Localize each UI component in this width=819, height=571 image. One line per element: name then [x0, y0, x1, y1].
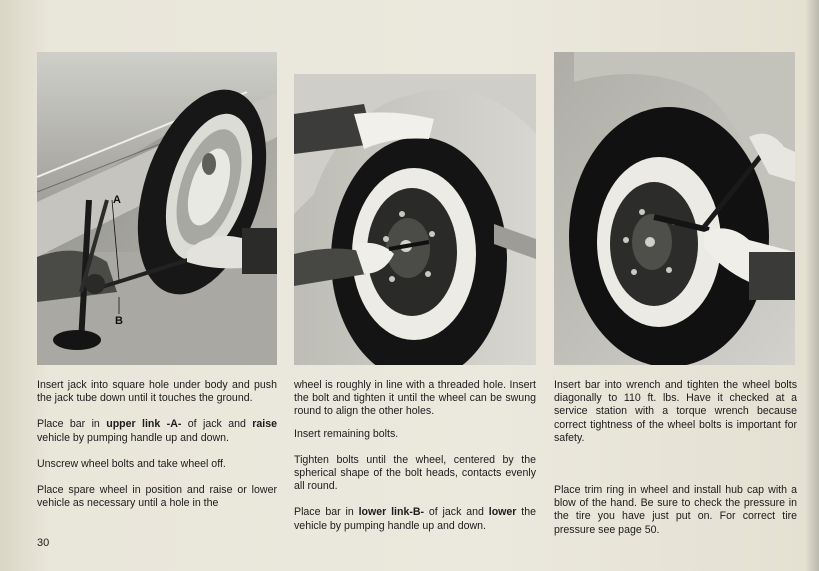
col2-para-3: Tighten bolts until the wheel, centered by the spherical shape of the bolt heads, contacts evenly all round. [294, 453, 536, 493]
photo-tightening-bolts [554, 52, 795, 365]
col3-para-2: Place trim ring in wheel and install hub cap with a blow of the hand. Be sure to check the pressure in the tire you have just put on. For correct tire pressure see page 50. [554, 484, 797, 536]
page-gutter-shadow [805, 0, 819, 571]
label-A: A [113, 194, 121, 206]
col2-para-1: wheel is roughly in line with a threaded hole. Insert the bolt and tighten it until the wheel can be swung round to align the other holes. [294, 379, 536, 418]
jack-photo-illustration [37, 52, 277, 365]
col2-para-4: Place bar in lower link-B- of jack and lower the vehicle by pumping handle up and down. [294, 506, 537, 532]
upper-link-term: upper link -A- [106, 418, 182, 431]
text-column-1 [37, 379, 277, 510]
col2-para-2: Insert remaining bolts. [294, 427, 399, 440]
col3-para-1: Insert bar into wrench and tighten the wheel bolts diagonally to 110 ft. lbs. Have it checked at a service station with a torque wrench because correct tightness of the wheel bolts is important for safety. [554, 379, 797, 444]
col1-para-3: Unscrew wheel bolts and take wheel off. [37, 457, 226, 470]
col1-para-4: Place spare wheel in position and raise or lower vehicle as necessary until a hole in the [37, 484, 277, 510]
lower-link-term: lower link-B- [358, 506, 425, 519]
text-column-2 [294, 379, 536, 533]
col1-para-2: Place bar in upper link -A- of jack and raise vehicle by pumping handle up and down. [37, 418, 278, 444]
text-column-3 [554, 379, 797, 537]
photo-jack-under-car [37, 52, 277, 365]
photo-mounting-wheel [294, 74, 536, 365]
raise-term: raise [252, 418, 278, 431]
label-B: B [115, 315, 123, 327]
page-number: 30 [37, 537, 50, 549]
col1-para-1: Insert jack into square hole under body and push the jack tube down until it touches the ground. [37, 379, 277, 405]
lower-term: lower [488, 506, 517, 519]
wrench-illustration [554, 52, 795, 365]
wheel-mount-illustration [294, 74, 536, 365]
